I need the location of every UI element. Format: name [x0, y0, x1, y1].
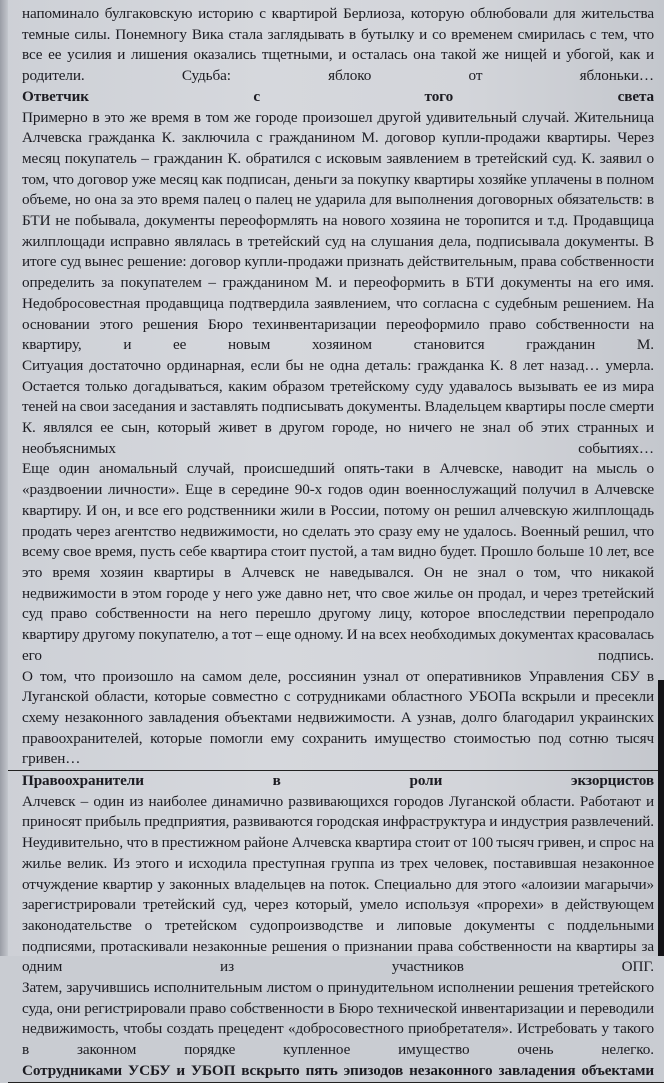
section2-box	[8, 770, 664, 1083]
intro-paragraph: напоминало булгаковскую историю с квартирой Берлиоза, которую облюбовали для жительства темные силы. Понемногу Вика стала заглядывать в бутылку и со временем смирилась с тем, что все ее усилия и лишения оказались тщетными, и осталась она такой же нищей и убогой, как и родители. Судьба: яблоко от яблоньки…	[22, 5, 654, 85]
section1-paragraph-5: О том, что произошло на самом деле, россиянин узнал от оперативников Управления СБУ в Луганской области, которые совместно с сотрудниками областного УБОПа вскрыли и пресекли схему незаконного завладения объектами недвижимости. А узнав, долго благодарил украинских правоохранителей, которые помогли ему сохранить имущество стоимостью под сотню тысяч гривен…	[22, 667, 654, 768]
section2-paragraph-2: Затем, заручившись исполнительным листом о принудительном исполнении решения третейского суда, они регистрировали право собственности в Бюро технической инвентаризации и переводили недвижимость, чтобы создать прецедент «добросовестного приобретателя». Истребовать у такого в законном порядке купленное имущество очень нелегко.	[22, 979, 654, 1059]
page-left-edge	[0, 0, 8, 956]
section2-heading: Правоохранители в роли экзорцистов	[22, 772, 654, 790]
section1-paragraph-3: Ситуация достаточно ординарная, если бы не одна деталь: гражданка К. 8 лет назад… умерла. Остается только догадываться, каким образом третейскому суду удавалось вызывать ее из мира теней на свои заседания и заставлять подписывать документы. Владельцем квартиры после смерти К. являлся ее сын, который живет в другом городе, но ничего не знал об этих странных и необъяснимых событиях…	[22, 356, 654, 457]
section2-last-line: Сотрудниками УСБУ и УБОП вскрыто пять эпизодов незаконного завладения объектами	[22, 1061, 654, 1079]
section2-paragraph-1: Алчевск – один из наиболее динамично развивающихся городов Луганской области. Работают и приносят прибыль предприятия, развиваются городская инфраструктура и индустрия развлечений. Неудивительно, что в престижном районе Алчевска квартира стоит от 100 тысяч гривен, и спрос на жилье велик. Из этого и исходила преступная группа из трех человек, поставившая незаконное отчуждение квартир у законных владельцев на поток. Специально для этого «алоизии магарычи» зарегистрировали третейский суд, через который, умело используя «прорехи» в действующем законодательстве о третейском судопроизводстве и липовые документы с поддельными подписями, протаскивали незаконные решения о признании права собственности на квартиры за одним из участников ОПГ.	[22, 792, 654, 976]
section1-paragraph-4: Еще один аномальный случай, происшедший опять-таки в Алчевске, наводит на мысль о «раздвоении личности». Еще в середине 90-х годов один военнослужащий получил в Алчевске квартиру. И он, и все его родственники жили в России, потому он решил алчевскую жилплощадь продать через агентство недвижимости, но сделать это сразу ему не удалось. Военный решил, что всему свое время, пусть себе квартира стоит пустой, а там видно будет. Прошло больше 10 лет, все это время хозяин квартиры в Алчевск не наведывался. Он не знал о том, что никакой недвижимости в этом городе у него уже давно нет, что свое жилье он продал, и через третейский суд право собственности на него перешло другому лицу, которое впоследствии перепродало квартиру другому покупателю, а тот – еще одному. И на всех необходимых документах красовалась его подпись.	[22, 460, 654, 664]
section1-paragraph-1: Примерно в это же время в том же городе произошел другой удивительный случай. Жительница Алчевска гражданка К. заключила с гражданином М. договор купли-продажи квартиры. Через месяц покупатель – гражданин К. обратился с исковым заявлением в третейский суд. К. заявил о том, что договор уже месяц как подписан, деньги за покупку квартиры хозяйке уплачены в полном объеме, но она за это время палец о палец не ударила для выполнения договорных обязательств: в БТИ не побывала, документы переоформлять на нового хозяина не торопится и т.д. Продавщица жилплощади исправно являлась в третейский суд на слушания дела, подписывала документы. В итоге суд вынес решение: договор купли-продажи признать действительным, права собственности определить за покупателем – гражданином М. и переоформить в БТИ документы на его имя.	[22, 108, 654, 292]
article-body	[22, 4, 654, 1083]
section1-heading: Ответчик с того света	[22, 87, 654, 105]
section1-paragraph-2: Недобросовестная продавщица подтвердила заявлением, что согласна с судебным решением. На основании этого решения Бюро техинвентаризации переоформило право собственности на квартиру, и ее новым хозяином становится гражданин М.	[22, 294, 654, 354]
page-right-edge	[658, 680, 664, 956]
